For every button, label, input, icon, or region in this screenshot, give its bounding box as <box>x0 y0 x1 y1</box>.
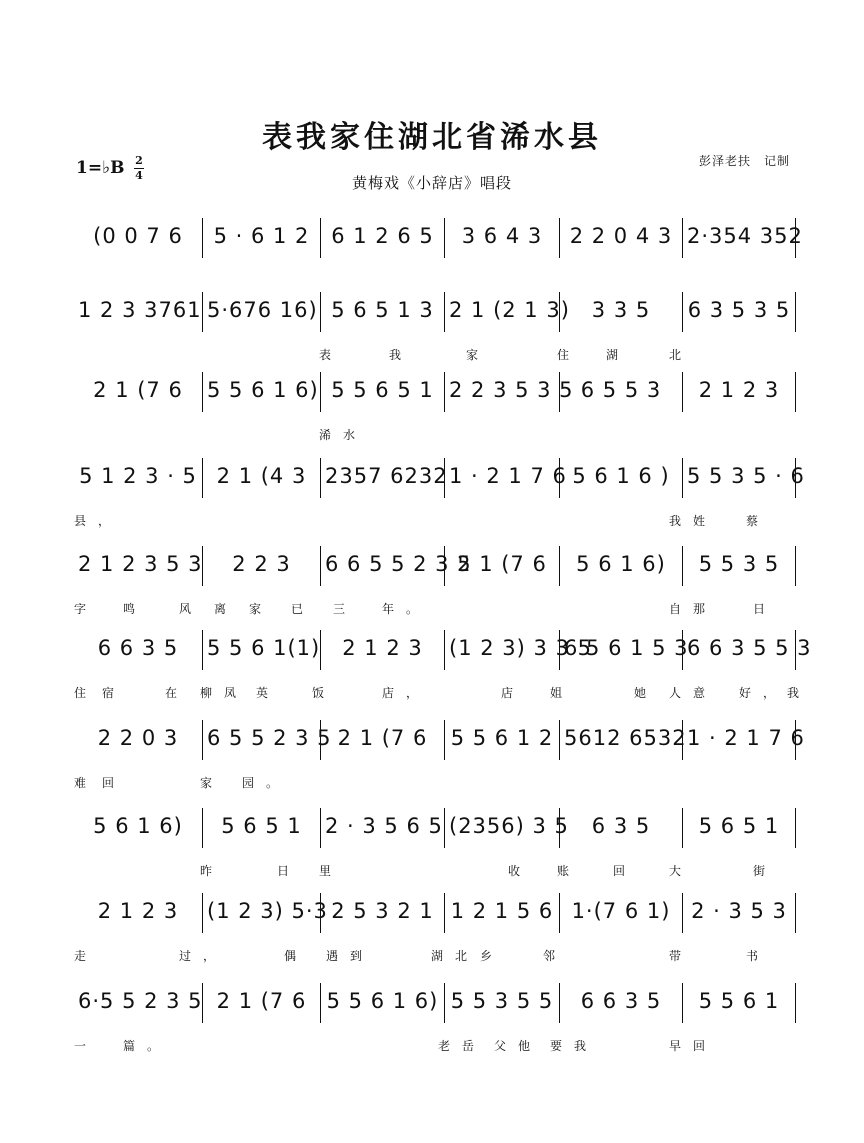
lyrics-row <box>74 346 796 364</box>
notes-row <box>74 808 796 848</box>
measure <box>320 292 444 332</box>
notation-line-5 <box>74 546 796 622</box>
notes-row <box>74 372 796 412</box>
measure-notes: 6 6 3 5 <box>580 989 662 1013</box>
measure-notes: 2 1 (7 6 <box>216 989 307 1013</box>
measure-notes: 2 2 0 3 <box>97 726 179 750</box>
lyric-word: 自那 <box>669 602 718 616</box>
lyric-word: 我姓 <box>669 514 718 528</box>
lyric-word: 我 <box>389 348 414 362</box>
measure-notes: 5 5 6 1 2 <box>450 726 554 750</box>
notation-line-4 <box>74 458 805 534</box>
measure <box>74 630 202 670</box>
measure <box>202 292 320 332</box>
lyric-word: 表 <box>319 348 344 362</box>
notes-row <box>74 630 812 670</box>
lyric-word: 园。 <box>242 776 291 790</box>
measure-notes: 5 5 3 5 · 6 <box>687 464 805 488</box>
lyric-word: 在 <box>165 686 190 700</box>
lyric-word: 一 <box>74 1039 99 1053</box>
measure-notes: 3 3 5 <box>591 298 651 322</box>
lyric-word: 家 <box>249 602 274 616</box>
lyric-word: 县， <box>74 514 123 528</box>
lyric-word: 饭 <box>312 686 337 700</box>
lyric-word: 湖 <box>606 348 631 362</box>
measure-notes: 6 6 3 5 5 3 <box>687 636 812 660</box>
measure-notes: 5 5 6 1 6) <box>207 378 319 402</box>
measure <box>444 458 567 498</box>
measure <box>682 218 803 258</box>
measure <box>682 893 796 933</box>
measure-notes: 1 2 1 5 6 <box>450 899 554 923</box>
notes-row <box>74 292 796 332</box>
lyric-word: 乡 <box>480 949 505 963</box>
lyric-word: 回 <box>102 776 127 790</box>
measure <box>559 458 682 498</box>
measure <box>74 292 202 332</box>
measure-notes: 5 6 5 1 3 <box>331 298 434 322</box>
measure <box>74 458 202 498</box>
measure <box>444 720 559 760</box>
measure <box>559 893 682 933</box>
lyrics-row <box>74 1037 796 1055</box>
lyric-word: 偶 <box>284 949 309 963</box>
lyric-word: 风 <box>179 602 204 616</box>
measure-notes: 5 5 6 1(1) <box>207 636 321 660</box>
measure-notes: 6·5 5 2 3 5 <box>78 989 203 1013</box>
measure-notes: 1·(7 6 1) <box>571 899 671 923</box>
lyric-word: 老岳 <box>438 1039 487 1053</box>
lyric-word: 走 <box>74 949 99 963</box>
key-signature: 1=♭B <box>76 158 125 178</box>
measure-notes: 3 6 4 3 <box>461 224 543 248</box>
lyrics-row <box>74 600 796 618</box>
notation-line-3 <box>74 372 796 448</box>
measure <box>559 546 682 586</box>
measure <box>559 218 682 258</box>
lyric-word: 人意 <box>669 686 718 700</box>
measure-notes: 2 · 3 5 6 5 <box>325 814 443 838</box>
notes-row <box>74 720 805 760</box>
measure <box>559 292 682 332</box>
measure <box>320 546 472 586</box>
lyric-word: 离 <box>214 602 239 616</box>
lyric-word: 书 <box>746 949 771 963</box>
lyrics-row <box>74 947 796 965</box>
score-subtitle: 黄梅戏《小辞店》唱段 <box>351 174 512 192</box>
lyric-word: 住 <box>74 686 99 700</box>
lyric-word: 北 <box>669 348 694 362</box>
measure <box>444 372 574 412</box>
measure <box>444 630 592 670</box>
measure-notes: 2 2 3 <box>232 552 291 576</box>
lyric-word: 好，我 <box>739 686 812 700</box>
lyric-word: 篇。 <box>123 1039 172 1053</box>
measure <box>320 458 448 498</box>
lyric-word: 店 <box>501 686 526 700</box>
meter-top: 2 <box>135 154 143 167</box>
lyric-word: 字 <box>74 602 99 616</box>
lyrics-row <box>74 512 796 530</box>
lyric-word: 过， <box>179 949 228 963</box>
notation-line-8 <box>74 808 796 884</box>
measure <box>74 893 202 933</box>
measure-notes: 5 1 2 3 · 5 <box>79 464 197 488</box>
measure-notes: 5 · 6 1 2 <box>213 224 310 248</box>
measure <box>202 218 320 258</box>
measure-notes: 5 5 3 5 <box>698 552 780 576</box>
measure-notes: 2 2 0 4 3 <box>569 224 673 248</box>
measure <box>320 372 444 412</box>
lyric-word: 里 <box>319 864 344 878</box>
measure <box>444 292 570 332</box>
measure-notes: 5 5 6 5 1 <box>331 378 434 402</box>
lyric-word: 三 <box>333 602 358 616</box>
measure-notes: 2 5 3 2 1 <box>331 899 434 923</box>
measure-notes: 1 · 2 1 7 6 <box>449 464 567 488</box>
measure <box>202 983 320 1023</box>
lyric-word: 年。 <box>382 602 431 616</box>
measure-notes: 5 6 5 1 <box>698 814 780 838</box>
measure <box>320 720 444 760</box>
measure <box>682 546 796 586</box>
measure-notes: 6 3 5 3 5 <box>687 298 791 322</box>
lyric-word: 鸣 <box>123 602 148 616</box>
measure <box>202 808 320 848</box>
notes-row <box>74 218 803 258</box>
lyric-word: 回 <box>613 864 638 878</box>
measure <box>320 218 444 258</box>
measure <box>559 808 682 848</box>
notation-line-2 <box>74 292 796 368</box>
measure <box>444 983 559 1023</box>
measure-notes: 5 6 1 6) <box>576 552 666 576</box>
measure-notes: 5 6 1 6 ) <box>572 464 670 488</box>
measure-notes: 2357 6232 <box>325 464 448 488</box>
measure <box>682 372 796 412</box>
notation-line-7 <box>74 720 805 796</box>
measure <box>202 458 320 498</box>
measure-notes: 2 1 (2 1 3) <box>449 298 570 322</box>
measure-notes: 5 5 6 1 6) <box>326 989 439 1013</box>
measure-notes: 5 6 1 6) <box>93 814 183 838</box>
measure-notes: 5 6 5 1 <box>221 814 302 838</box>
measure-notes: 2 1 2 3 5 3 <box>78 552 203 576</box>
measure-notes: 2 1 (7 6 <box>337 726 428 750</box>
measure-notes: 2 1 2 3 <box>97 899 179 923</box>
measure <box>444 893 559 933</box>
measure-notes: 6 5 6 1 5 3 <box>564 636 689 660</box>
measure <box>682 808 796 848</box>
measure <box>444 808 569 848</box>
lyric-word: 日 <box>277 864 302 878</box>
lyric-word: 父他 <box>494 1039 543 1053</box>
measure <box>74 546 202 586</box>
measure <box>444 546 559 586</box>
measure-notes: 6 3 5 <box>591 814 651 838</box>
lyric-word: 大 <box>669 864 694 878</box>
measure <box>74 218 202 258</box>
measure-notes: 5 5 6 1 <box>698 989 780 1013</box>
measure-notes: 1 2 3 3761 <box>78 298 202 322</box>
measure-notes: 6 1 2 6 5 <box>331 224 434 248</box>
lyric-word: 遇到 <box>326 949 375 963</box>
measure <box>682 458 805 498</box>
lyric-word: 邻 <box>543 949 568 963</box>
notes-row <box>74 893 796 933</box>
measure <box>320 893 444 933</box>
lyric-word: 带 <box>669 949 694 963</box>
lyric-word: 宿 <box>102 686 127 700</box>
lyric-word: 难 <box>74 776 99 790</box>
notation-line-6 <box>74 630 812 706</box>
measure-notes: 2 1 2 3 <box>698 378 780 402</box>
lyric-word: 早回 <box>669 1039 718 1053</box>
lyrics-row <box>74 426 796 444</box>
measure <box>320 983 444 1023</box>
measure <box>74 372 202 412</box>
measure-notes: 6 5 5 2 3 5 <box>207 726 332 750</box>
measure <box>559 630 689 670</box>
measure <box>202 720 332 760</box>
measure <box>202 893 328 933</box>
measure-notes: 2 1 2 3 <box>342 636 423 660</box>
measure-notes: (1 2 3) 3 3 5 <box>449 636 592 660</box>
lyric-word: 已 <box>291 602 316 616</box>
lyric-word: 她 <box>634 686 659 700</box>
transcriber-credit: 彭泽老扶 记制 <box>698 154 790 168</box>
measure-notes: (0 0 7 6 <box>93 224 183 248</box>
measure <box>202 546 320 586</box>
measure-notes: 2 1 (4 3 <box>216 464 307 488</box>
measure-notes: (2356) 3 5 <box>449 814 569 838</box>
lyric-word: 街 <box>753 864 778 878</box>
measure-notes: 2 2 3 5 3 5 <box>449 378 574 402</box>
measure-notes: 6 6 3 5 <box>97 636 179 660</box>
lyric-word: 柳凤 <box>200 686 249 700</box>
lyrics-row <box>74 272 796 290</box>
measure <box>202 630 320 670</box>
lyric-word: 日 <box>753 602 778 616</box>
measure <box>682 630 812 670</box>
notes-row <box>74 546 796 586</box>
measure <box>682 720 805 760</box>
measure <box>202 372 320 412</box>
measure <box>559 372 682 412</box>
measure-notes: 2 1 (7 6 <box>93 378 183 402</box>
measure-notes: 6 5 5 3 <box>580 378 662 402</box>
measure-notes: 5612 6532 <box>564 726 687 750</box>
measure-notes: (1 2 3) 5·3 <box>207 899 328 923</box>
measure <box>682 292 796 332</box>
measure-notes: 1 · 2 1 7 6 <box>687 726 805 750</box>
measure <box>559 983 682 1023</box>
lyric-word: 家 <box>200 776 225 790</box>
score-title: 表我家住湖北省浠水县 <box>262 120 602 155</box>
lyric-word: 店， <box>382 686 431 700</box>
measure <box>320 630 444 670</box>
measure-notes: 2·354 352 <box>687 224 803 248</box>
lyric-word: 英 <box>256 686 281 700</box>
measure <box>74 808 202 848</box>
lyrics-row <box>74 774 796 792</box>
notation-line-1 <box>74 218 803 294</box>
lyric-word: 收 <box>508 864 533 878</box>
lyric-word: 家 <box>466 348 491 362</box>
lyric-word: 账 <box>557 864 582 878</box>
notation-line-10 <box>74 983 796 1059</box>
lyrics-row <box>74 862 796 880</box>
notes-row <box>74 983 796 1023</box>
measure <box>74 720 202 760</box>
lyrics-row <box>74 684 812 702</box>
lyric-word: 湖北 <box>431 949 480 963</box>
lyric-word: 昨 <box>200 864 225 878</box>
measure <box>444 218 559 258</box>
measure <box>559 720 687 760</box>
meter-bottom: 4 <box>135 169 143 182</box>
measure-notes: 2 · 3 5 3 <box>691 899 787 923</box>
measure-notes: 5·676 16) <box>207 298 318 322</box>
measure-notes: 6 6 5 5 2 3 5 <box>325 552 472 576</box>
measure-notes: 5 5 3 5 5 <box>450 989 554 1013</box>
notes-row <box>74 458 805 498</box>
measure-notes: 2 1 (7 6 <box>457 552 547 576</box>
lyric-word: 住 <box>557 348 582 362</box>
lyric-word: 浠水 <box>319 428 368 442</box>
lyric-word: 要我 <box>550 1039 599 1053</box>
measure <box>320 808 444 848</box>
measure <box>74 983 202 1023</box>
measure <box>682 983 796 1023</box>
lyric-word: 蔡 <box>746 514 771 528</box>
lyric-word: 姐 <box>550 686 575 700</box>
notation-line-9 <box>74 893 796 969</box>
